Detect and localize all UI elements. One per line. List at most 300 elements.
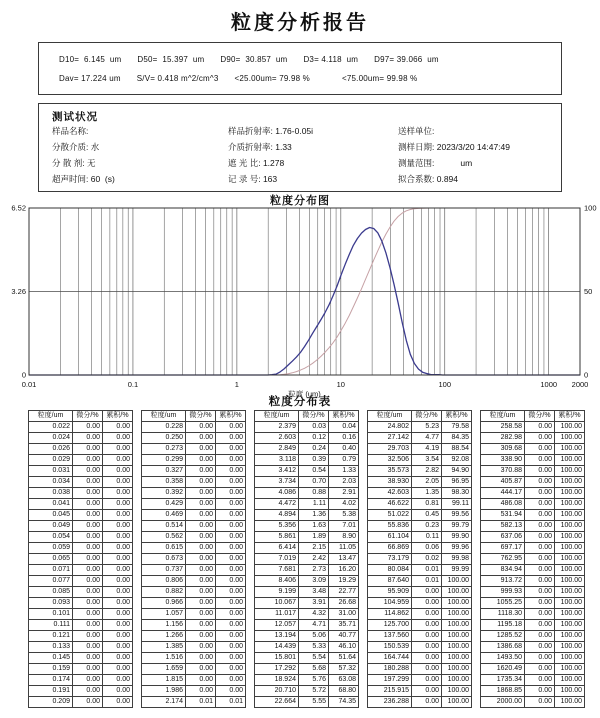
y-axis-tick-right: 100 <box>584 204 597 213</box>
table-cell: 0.00 <box>73 455 103 466</box>
table-row <box>368 697 472 708</box>
table-cell: 0.615 <box>142 543 186 554</box>
table-cell: 0.00 <box>216 477 246 488</box>
table-cell: 14.439 <box>255 642 299 653</box>
table-row <box>255 510 359 521</box>
table-cell: 99.96 <box>442 543 472 554</box>
table-row <box>368 598 472 609</box>
table-cell: 0.00 <box>103 642 133 653</box>
table-row <box>142 488 246 499</box>
table-cell: 5.861 <box>255 532 299 543</box>
table-row <box>142 499 246 510</box>
status-line <box>52 125 228 141</box>
summary-metric: <75.00um= 99.98 % <box>342 74 418 83</box>
table-row <box>29 587 133 598</box>
table-row <box>29 653 133 664</box>
table-cell: 8.406 <box>255 576 299 587</box>
table-cell: 100.00 <box>555 499 585 510</box>
status-line <box>52 141 228 157</box>
status-value: 无 <box>84 158 96 168</box>
table-row <box>142 477 246 488</box>
report-title: 粒度分析报告 <box>231 12 369 34</box>
table-row <box>368 664 472 675</box>
table-cell: 164.744 <box>368 653 412 664</box>
table-row <box>481 532 585 543</box>
x-axis-tick: 2000 <box>571 380 589 389</box>
table-row <box>29 444 133 455</box>
table-cell: 5.72 <box>299 686 329 697</box>
table-cell: 0.228 <box>142 422 186 433</box>
table-cell: 0.00 <box>216 499 246 510</box>
table-cell: 0.00 <box>73 477 103 488</box>
table-cell: 125.700 <box>368 620 412 631</box>
table-cell: 0.00 <box>186 532 216 543</box>
table-cell: 0.12 <box>299 433 329 444</box>
table-cell: 0.00 <box>73 510 103 521</box>
table-cell: 1493.50 <box>481 653 525 664</box>
table-cell: 2.73 <box>299 565 329 576</box>
table-row <box>368 499 472 510</box>
table-cell: 137.560 <box>368 631 412 642</box>
table-cell: 697.17 <box>481 543 525 554</box>
table-cell: 96.95 <box>442 477 472 488</box>
table-cell: 0.00 <box>73 697 103 708</box>
table-group-5 <box>480 410 585 708</box>
status-label: 遮 光 比: <box>228 158 261 168</box>
table-cell: 100.00 <box>555 466 585 477</box>
table-cell: 0.00 <box>186 642 216 653</box>
table-cell: 2.91 <box>329 488 359 499</box>
table-row <box>255 686 359 697</box>
table-cell: 100.00 <box>442 675 472 686</box>
table-row <box>142 642 246 653</box>
table-row <box>481 587 585 598</box>
table-cell: 0.00 <box>73 466 103 477</box>
table-row <box>368 521 472 532</box>
table-cell: 0.209 <box>29 697 73 708</box>
table-row <box>29 565 133 576</box>
table-cell: 2.03 <box>329 477 359 488</box>
table-cell: 4.02 <box>329 499 359 510</box>
table-row <box>481 642 585 653</box>
table-cell: 6.414 <box>255 543 299 554</box>
table-header-cell: 粒度/um <box>255 411 299 422</box>
table-cell: 0.085 <box>29 587 73 598</box>
table-cell: 17.292 <box>255 664 299 675</box>
status-line <box>228 141 398 157</box>
table-cell: 2000.00 <box>481 697 525 708</box>
table-cell: 0.133 <box>29 642 73 653</box>
table-cell: 0.00 <box>73 488 103 499</box>
status-line <box>398 125 557 141</box>
table-cell: 0.24 <box>299 444 329 455</box>
table-row <box>142 554 246 565</box>
table-cell: 0.00 <box>103 664 133 675</box>
table-row <box>481 576 585 587</box>
table-cell: 5.54 <box>299 653 329 664</box>
table-group-2 <box>141 410 246 708</box>
table-cell: 0.093 <box>29 598 73 609</box>
table-row <box>255 466 359 477</box>
table-cell: 0.00 <box>103 675 133 686</box>
table-cell: 0.00 <box>186 422 216 433</box>
status-label: 样品名称: <box>52 126 89 136</box>
table-cell: 79.58 <box>442 422 472 433</box>
table-cell: 0.00 <box>103 455 133 466</box>
table-cell: 100.00 <box>555 686 585 697</box>
table-cell: 100.00 <box>442 631 472 642</box>
table-cell: 0.00 <box>525 576 555 587</box>
table-cell: 24.802 <box>368 422 412 433</box>
table-cell: 40.77 <box>329 631 359 642</box>
table-header-cell: 累积/% <box>555 411 585 422</box>
table-group-4 <box>367 410 472 708</box>
table-row <box>481 554 585 565</box>
table-cell: 0.00 <box>186 609 216 620</box>
table-cell: 2.15 <box>299 543 329 554</box>
table-cell: 0.00 <box>412 642 442 653</box>
table-cell: 1.659 <box>142 664 186 675</box>
table-cell: 0.00 <box>216 664 246 675</box>
status-value: 60 (s) <box>88 174 115 184</box>
table-cell: 100.00 <box>555 620 585 631</box>
table-cell: 1.986 <box>142 686 186 697</box>
table-cell: 74.35 <box>329 697 359 708</box>
table-cell: 1.89 <box>299 532 329 543</box>
table-row <box>481 444 585 455</box>
table-cell: 1.516 <box>142 653 186 664</box>
table-cell: 3.91 <box>299 598 329 609</box>
chart-title: 粒度分布图 <box>270 195 330 207</box>
table-cell: 0.00 <box>73 543 103 554</box>
table-cell: 10.067 <box>255 598 299 609</box>
distribution-chart <box>0 204 600 398</box>
table-cell: 100.00 <box>442 598 472 609</box>
summary-metric: D10= 6.145 um <box>59 55 122 64</box>
table-row <box>481 620 585 631</box>
table-cell: 0.16 <box>329 433 359 444</box>
table-cell: 282.98 <box>481 433 525 444</box>
summary-metric: Dav= 17.224 um <box>59 74 121 83</box>
y-axis-tick-right: 0 <box>584 370 589 380</box>
table-cell: 0.00 <box>73 554 103 565</box>
table-cell: 87.640 <box>368 576 412 587</box>
table-row <box>29 543 133 554</box>
table-cell: 0.00 <box>103 477 133 488</box>
table-row <box>29 686 133 697</box>
table-cell: 0.40 <box>329 444 359 455</box>
table-cell: 0.00 <box>525 697 555 708</box>
table-cell: 486.08 <box>481 499 525 510</box>
table-row <box>368 488 472 499</box>
table-cell: 5.356 <box>255 521 299 532</box>
table-cell: 51.022 <box>368 510 412 521</box>
table-row <box>142 543 246 554</box>
table-cell: 100.00 <box>555 576 585 587</box>
table-row <box>481 422 585 433</box>
table-cell: 0.121 <box>29 631 73 642</box>
table-cell: 0.00 <box>73 653 103 664</box>
table-cell: 4.19 <box>412 444 442 455</box>
table-cell: 0.00 <box>103 620 133 631</box>
table-cell: 1055.25 <box>481 598 525 609</box>
table-cell: 0.00 <box>186 444 216 455</box>
table-cell: 100.00 <box>442 686 472 697</box>
table-row <box>29 631 133 642</box>
table-cell: 0.00 <box>216 587 246 598</box>
table-cell: 0.00 <box>103 587 133 598</box>
status-label: 拟合系数: <box>398 174 435 184</box>
table-header-cell: 粒度/um <box>142 411 186 422</box>
table-row <box>368 587 472 598</box>
table-cell: 13.47 <box>329 554 359 565</box>
table-cell: 444.17 <box>481 488 525 499</box>
status-value: 0.894 <box>434 174 459 184</box>
table-cell: 1118.30 <box>481 609 525 620</box>
table-cell: 0.00 <box>186 598 216 609</box>
table-row <box>368 576 472 587</box>
y-axis-tick-left: 0 <box>21 370 26 380</box>
table-cell: 12.057 <box>255 620 299 631</box>
status-value: 水 <box>88 142 100 152</box>
table-cell: 0.03 <box>299 422 329 433</box>
table-cell: 15.801 <box>255 653 299 664</box>
table-cell: 0.00 <box>525 554 555 565</box>
table-cell: 100.00 <box>442 609 472 620</box>
table-cell: 0.06 <box>412 543 442 554</box>
chart-svg <box>0 204 600 398</box>
status-line <box>52 173 228 189</box>
table-cell: 0.159 <box>29 664 73 675</box>
table-cell: 0.01 <box>186 697 216 708</box>
status-line <box>52 157 228 173</box>
table-row <box>255 455 359 466</box>
table-cell: 100.00 <box>555 631 585 642</box>
table-cell: 0.00 <box>103 686 133 697</box>
table-header-cell: 微分/% <box>525 411 555 422</box>
status-column-1 <box>52 125 228 189</box>
table-row <box>142 510 246 521</box>
table-row <box>481 499 585 510</box>
table-cell: 0.00 <box>216 543 246 554</box>
table-cell: 2.82 <box>412 466 442 477</box>
table-row <box>255 664 359 675</box>
differential-curve <box>29 228 580 376</box>
table-cell: 0.00 <box>186 499 216 510</box>
table-cell: 0.00 <box>216 521 246 532</box>
table-row <box>481 565 585 576</box>
table-cell: 0.00 <box>73 433 103 444</box>
table-row <box>368 620 472 631</box>
table-group-1 <box>28 410 133 708</box>
status-label: 测样日期: <box>398 142 435 152</box>
table-cell: 57.32 <box>329 664 359 675</box>
table-row <box>255 598 359 609</box>
table-cell: 0.00 <box>186 587 216 598</box>
table-cell: 5.33 <box>299 642 329 653</box>
table-cell: 100.00 <box>555 510 585 521</box>
table-cell: 0.00 <box>525 444 555 455</box>
grid-lines <box>29 208 580 375</box>
table-row <box>481 686 585 697</box>
table-cell: 0.04 <box>329 422 359 433</box>
table-cell: 0.00 <box>73 664 103 675</box>
table-cell: 0.029 <box>29 455 73 466</box>
table-cell: 100.00 <box>555 664 585 675</box>
table-cell: 0.026 <box>29 444 73 455</box>
status-box <box>38 103 562 192</box>
table-row <box>255 675 359 686</box>
table-cell: 0.273 <box>142 444 186 455</box>
table-cell: 1.385 <box>142 642 186 653</box>
table-cell: 0.00 <box>103 631 133 642</box>
table-row <box>29 477 133 488</box>
table-cell: 0.00 <box>186 675 216 686</box>
table-cell: 100.00 <box>555 532 585 543</box>
table-cell: 100.00 <box>555 675 585 686</box>
table-cell: 5.55 <box>299 697 329 708</box>
table-row <box>142 609 246 620</box>
table-cell: 0.00 <box>186 455 216 466</box>
table-cell: 38.930 <box>368 477 412 488</box>
table-cell: 913.72 <box>481 576 525 587</box>
table-cell: 0.00 <box>525 620 555 631</box>
table-cell: 5.06 <box>299 631 329 642</box>
table-cell: 762.95 <box>481 554 525 565</box>
table-cell: 0.111 <box>29 620 73 631</box>
status-label: 超声时间: <box>52 174 89 184</box>
table-row <box>368 554 472 565</box>
summary-metric: S/V= 0.418 m^2/cm^3 <box>136 74 219 83</box>
table-cell: 18.924 <box>255 675 299 686</box>
table-cell: 0.00 <box>103 565 133 576</box>
table-cell: 0.054 <box>29 532 73 543</box>
table-cell: 100.00 <box>555 543 585 554</box>
table-cell: 4.894 <box>255 510 299 521</box>
table-cell: 0.00 <box>103 576 133 587</box>
table-cell: 0.00 <box>186 653 216 664</box>
table-cell: 0.00 <box>73 532 103 543</box>
table-cell: 100.00 <box>442 664 472 675</box>
table-row <box>29 598 133 609</box>
table-cell: 0.00 <box>525 433 555 444</box>
table-row <box>368 422 472 433</box>
table-cell: 0.00 <box>73 598 103 609</box>
table-cell: 0.00 <box>103 653 133 664</box>
table-row <box>255 532 359 543</box>
table-header-cell: 累积/% <box>329 411 359 422</box>
table-row <box>29 554 133 565</box>
table-cell: 0.059 <box>29 543 73 554</box>
summary-box <box>38 42 562 95</box>
table-row <box>142 433 246 444</box>
table-row <box>142 422 246 433</box>
table-cell: 0.00 <box>186 686 216 697</box>
table-cell: 100.00 <box>442 697 472 708</box>
table-row <box>481 521 585 532</box>
table-row <box>29 466 133 477</box>
table-row <box>142 653 246 664</box>
table-cell: 582.13 <box>481 521 525 532</box>
table-row <box>368 565 472 576</box>
table-header-cell: 微分/% <box>73 411 103 422</box>
table-cell: 100.00 <box>555 422 585 433</box>
summary-metric: <25.00um= 79.98 % <box>234 74 310 83</box>
table-cell: 0.00 <box>186 631 216 642</box>
table-cell: 0.191 <box>29 686 73 697</box>
table-cell: 236.288 <box>368 697 412 708</box>
table-cell: 0.00 <box>216 565 246 576</box>
table-cell: 0.70 <box>299 477 329 488</box>
table-cell: 0.81 <box>412 499 442 510</box>
table-cell: 0.00 <box>412 664 442 675</box>
table-row <box>29 576 133 587</box>
table-cell: 22.77 <box>329 587 359 598</box>
table-cell: 0.00 <box>525 642 555 653</box>
table-cell: 0.00 <box>73 521 103 532</box>
status-label: 测量范围: <box>398 158 435 168</box>
table-cell: 51.64 <box>329 653 359 664</box>
summary-metric: D90= 30.857 um <box>220 55 288 64</box>
table-row <box>255 620 359 631</box>
table-cell: 0.065 <box>29 554 73 565</box>
table-cell: 46.622 <box>368 499 412 510</box>
table-row <box>255 488 359 499</box>
table-cell: 197.299 <box>368 675 412 686</box>
table-cell: 0.00 <box>525 477 555 488</box>
table-row <box>368 477 472 488</box>
table-cell: 0.00 <box>412 675 442 686</box>
table-row <box>255 653 359 664</box>
status-label: 记 录 号: <box>228 174 261 184</box>
table-cell: 0.00 <box>216 653 246 664</box>
table-cell: 0.00 <box>73 631 103 642</box>
table-row <box>368 675 472 686</box>
summary-metric: D97= 39.066 um <box>374 55 439 64</box>
table-row <box>255 631 359 642</box>
table-cell: 0.00 <box>412 620 442 631</box>
table-cell: 0.392 <box>142 488 186 499</box>
table-cell: 0.00 <box>103 422 133 433</box>
table-cell: 104.959 <box>368 598 412 609</box>
table-cell: 100.00 <box>555 477 585 488</box>
table-cell: 0.00 <box>216 488 246 499</box>
table-row <box>29 697 133 708</box>
table-cell: 0.00 <box>412 631 442 642</box>
table-cell: 0.00 <box>525 499 555 510</box>
table-cell: 0.514 <box>142 521 186 532</box>
table-row <box>481 598 585 609</box>
table-cell: 100.00 <box>442 620 472 631</box>
table-row <box>255 642 359 653</box>
table-cell: 100.00 <box>555 488 585 499</box>
table-cell: 0.00 <box>186 510 216 521</box>
x-axis-tick: 1 <box>234 380 239 389</box>
table-header-cell: 微分/% <box>299 411 329 422</box>
table-row <box>142 598 246 609</box>
y-axis-tick-left: 6.52 <box>11 204 26 213</box>
table-cell: 0.00 <box>216 510 246 521</box>
y-axis-tick-right: 50 <box>584 287 593 296</box>
table-row <box>29 532 133 543</box>
table-row <box>142 521 246 532</box>
table-row <box>142 444 246 455</box>
table-cell: 1.11 <box>299 499 329 510</box>
status-line <box>228 157 398 173</box>
table-cell: 100.00 <box>555 598 585 609</box>
summary-metric: D50= 15.397 um <box>137 55 205 64</box>
table-cell: 0.174 <box>29 675 73 686</box>
